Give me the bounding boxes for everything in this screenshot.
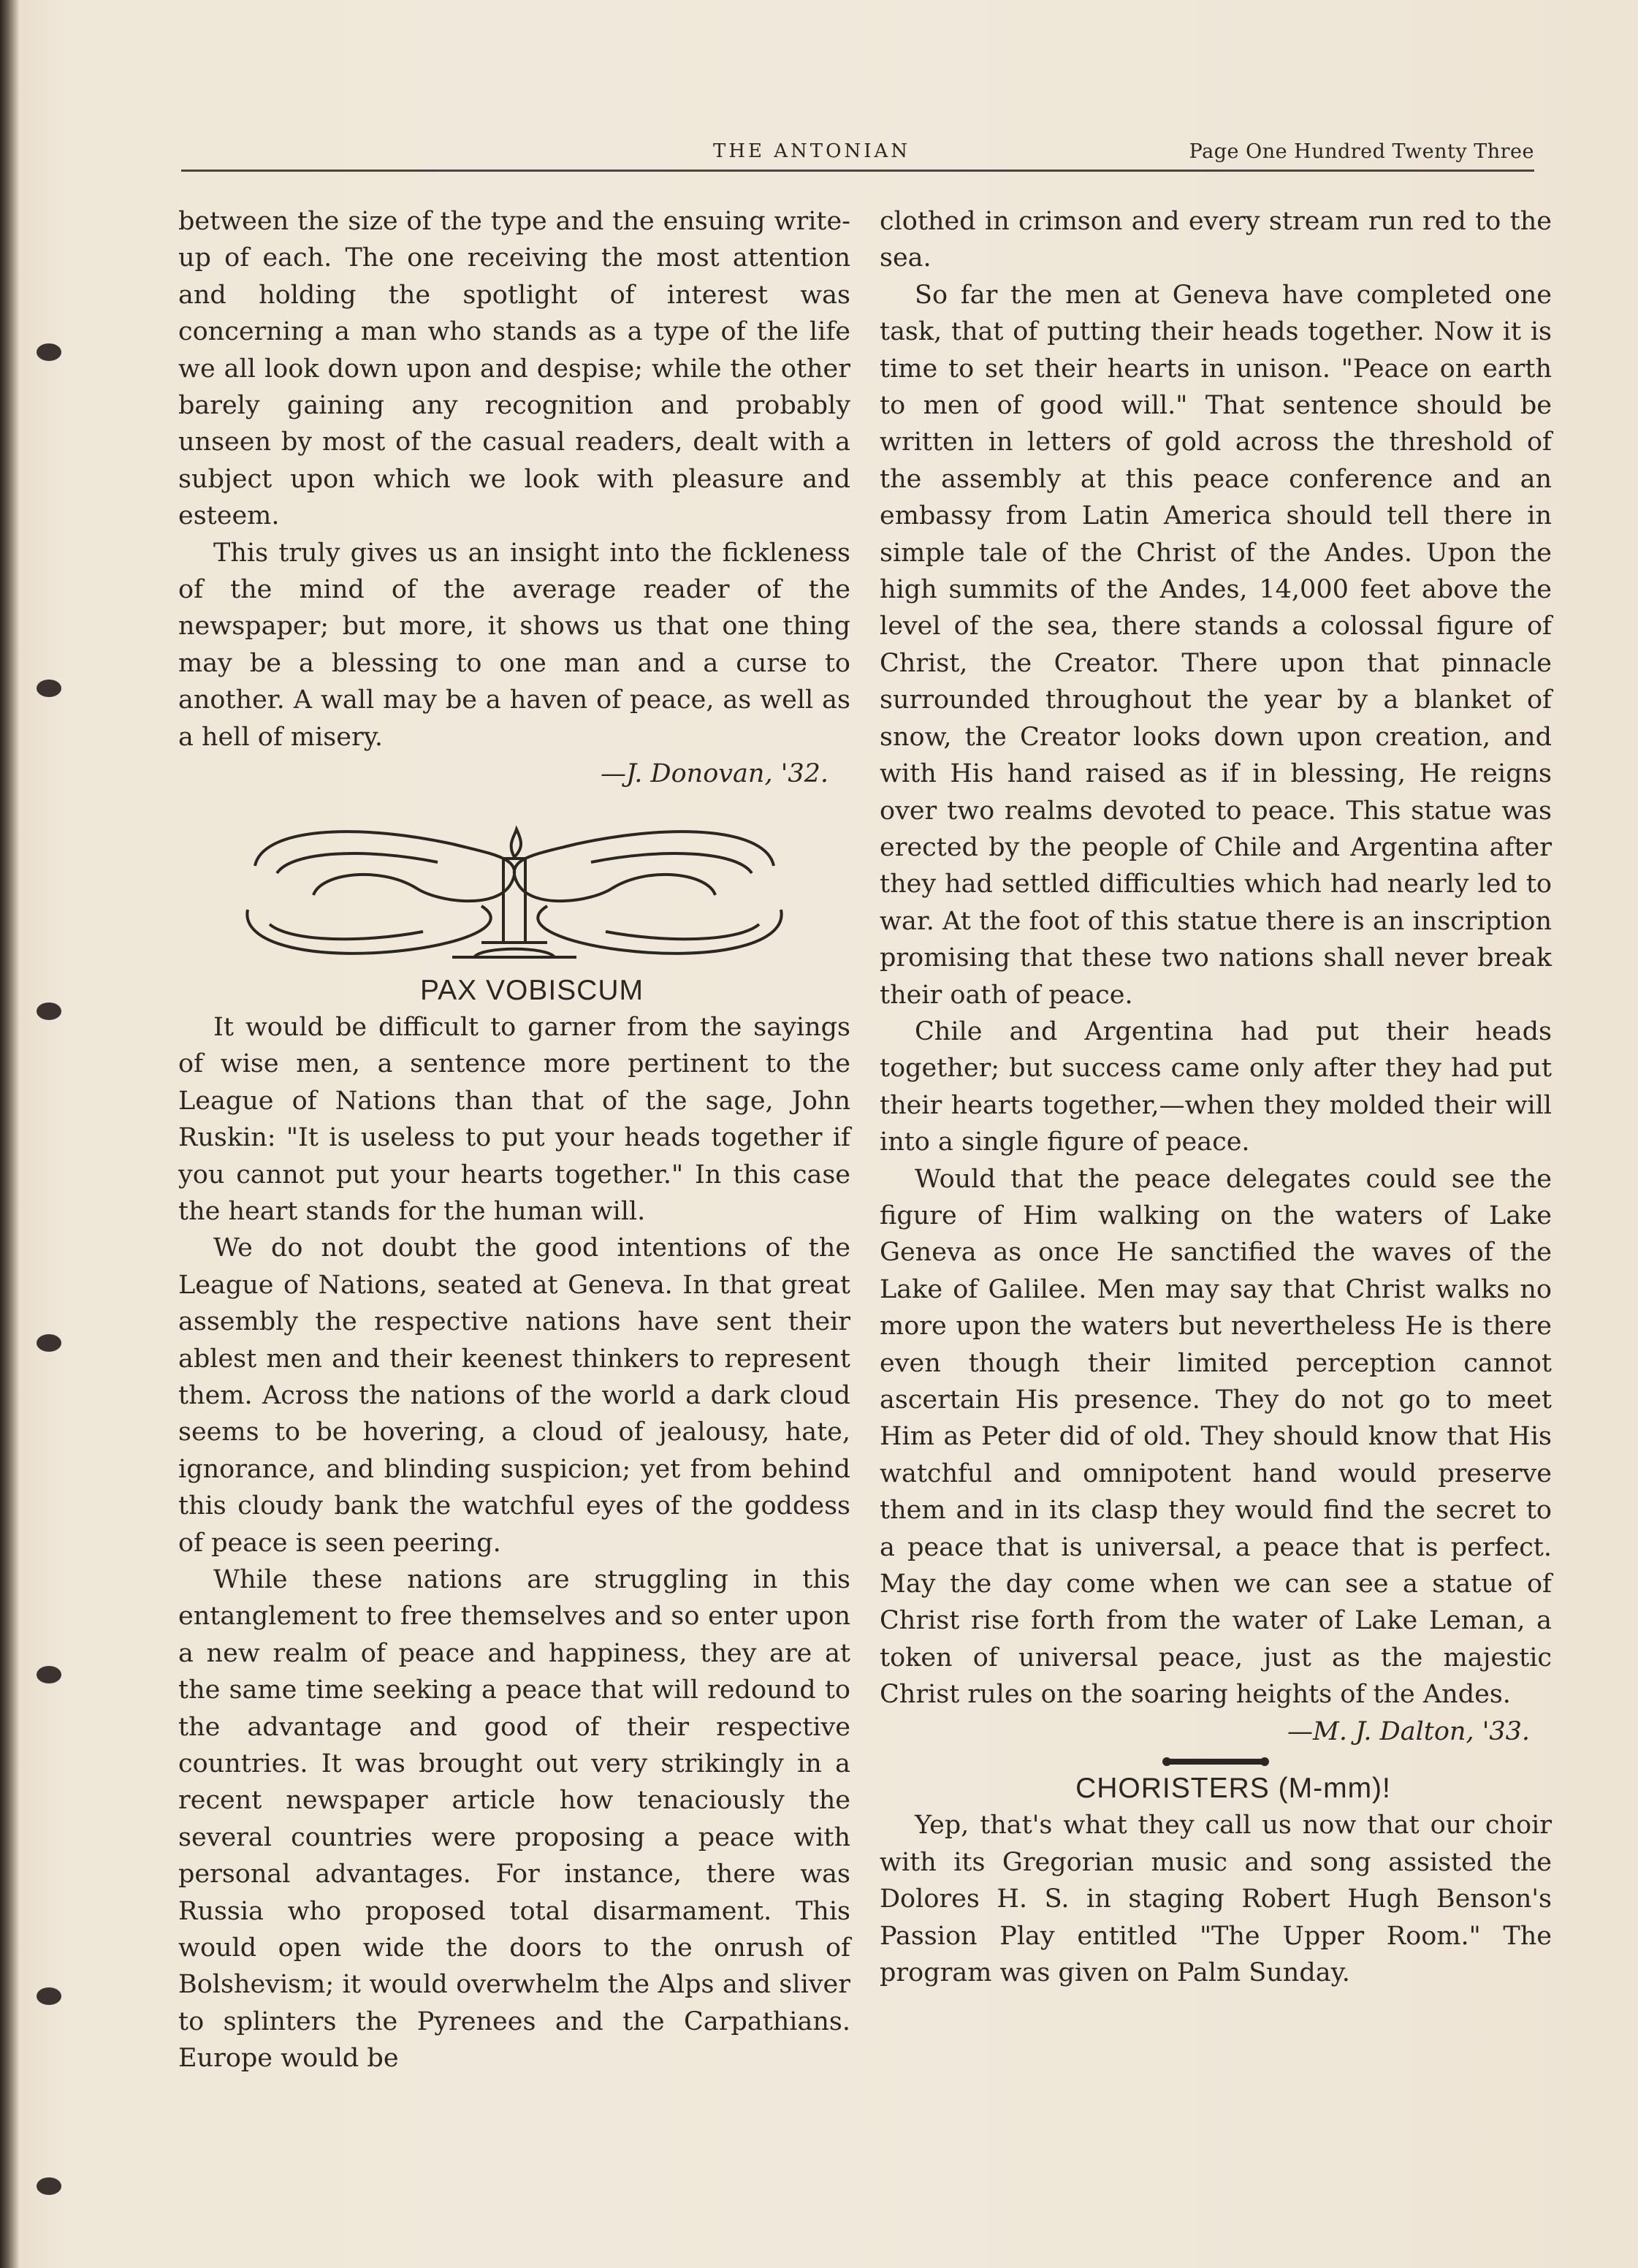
left-column: [178, 203, 850, 2077]
binding-hole: [37, 1987, 61, 2005]
binding-hole: [37, 343, 61, 361]
author-signature: —J. Donovan, '32.: [600, 759, 828, 789]
section-heading: CHORISTERS (M-mm)!: [1075, 1773, 1391, 1805]
paragraph: This truly gives us an insight into the fickleness of the mind of the average reader of the newspaper; but more, it shows us that one thing may be a blessing to one man and a curse to another. A wall may be a haven of peace, as well as a hell of misery.: [178, 538, 850, 752]
binding-hole: [37, 1666, 61, 1683]
page-number-label: Page One Hundred Twenty Three: [1189, 140, 1534, 163]
header-rule: [181, 170, 1534, 172]
paragraph: Chile and Argentina had put their heads together; but success came only after they had put their hearts together,—when they molded their will into a single figure of peace.: [880, 1016, 1552, 1157]
paragraph: Would that the peace delegates could see the figure of Him walking on the waters of Lake Geneva as once He sanctified the waves of the Lake of Galilee. Men may say that Christ walks no more upon the waters but nevertheless He is there even though their limited perception cannot ascertain His presence. They do not go to meet Him as Peter did of old. They should know that His watchful and omnipotent hand would preserve them and in its clasp they would find the secret to a peace that is universal, a peace that is perfect. May the day come when we can see a statue of Christ rise forth from the water of Lake Leman, a token of universal peace, just as the majestic Christ rules on the soaring heights of the Andes.: [880, 1164, 1552, 1710]
paragraph: So far the men at Geneva have completed one task, that of putting their heads together. Now it is time to set their hearts in unison. "Peace on earth to men of good will." That sentence should be written in letters of gold across the threshold of the assembly at this peace conference and an embassy from Latin America should tell there in simple tale of the Christ of the Andes. Upon the high summits of the Andes, 14,000 feet above the level of the sea, there stands a colossal figure of Christ, the Creator. There upon that pinnacle surrounded throughout the year by a blanket of snow, the Creator looks down upon creation, and with His hand raised as if in blessing, He reigns over two realms devoted to peace. This statue was erected by the people of Chile and Argentina after they had settled difficulties which had nearly led to war. At the foot of this statue there is an inscription promising that these two nations shall never break their oath of peace.: [880, 280, 1552, 1010]
paragraph: We do not doubt the good intentions of the League of Nations, seated at Geneva. In that great assembly the respective nations have sent their ablest men and their keenest thinkers to represent them. Across the nations of the world a dark cloud seems to be hovering, a cloud of jealousy, hate, ignorance, and blinding suspicion; yet from behind this cloudy bank the watchful eyes of the goddess of peace is seen peering.: [178, 1233, 850, 1558]
divider-ornament-icon: [1161, 1754, 1271, 1769]
section-heading: PAX VOBISCUM: [419, 974, 644, 1006]
paragraph: between the size of the type and the ensuing write-up of each. The one receiving the most attention and holding the spotlight of interest was concerning a man who stands as a type of the life we all look down upon and despise; while the other barely gaining any recognition and probably unseen by most of the casual readers, dealt with a subject upon which we look with pleasure and esteem.: [178, 207, 850, 531]
binding-hole: [37, 680, 61, 697]
paragraph: It would be difficult to garner from the sayings of wise men, a sentence more pertinent to the League of Nations than that of the sage, John Ruskin: "It is useless to put your heads together if you cannot put your hearts together." In this case the heart stands for the human will.: [178, 1012, 850, 1226]
candle-ornament-icon: [233, 815, 796, 968]
paragraph: clothed in crimson and every stream run red to the sea.: [880, 207, 1552, 273]
binding-hole: [37, 1002, 61, 1020]
author-signature: —M. J. Dalton, '33.: [1287, 1716, 1530, 1746]
binding-hole: [37, 1334, 61, 1352]
right-column: [880, 203, 1552, 1992]
paragraph: While these nations are struggling in this entanglement to free themselves and so enter upon a new realm of peace and happiness, they are at the same time seeking a peace that will redound to the advantage and good of their respective countries. It was brought out very strikingly in a recent newspaper article how tenaciously the several countries were proposing a peace with personal advantages. For instance, there was Russia who proposed total disarmament. This would open wide the doors to the onrush of Bolshevism; it would overwhelm the Alps and sliver to splinters the Pyrenees and the Carpathians. Europe would be: [178, 1565, 850, 2074]
binding-hole: [37, 2177, 61, 2195]
publication-title: THE ANTONIAN: [713, 140, 910, 162]
binding-edge: [0, 0, 19, 2268]
paragraph: Yep, that's what they call us now that our choir with its Gregorian music and song assisted the Dolores H. S. in staging Robert Hugh Benson's Passion Play entitled "The Upper Room." The program was given on Palm Sunday.: [880, 1811, 1552, 1988]
